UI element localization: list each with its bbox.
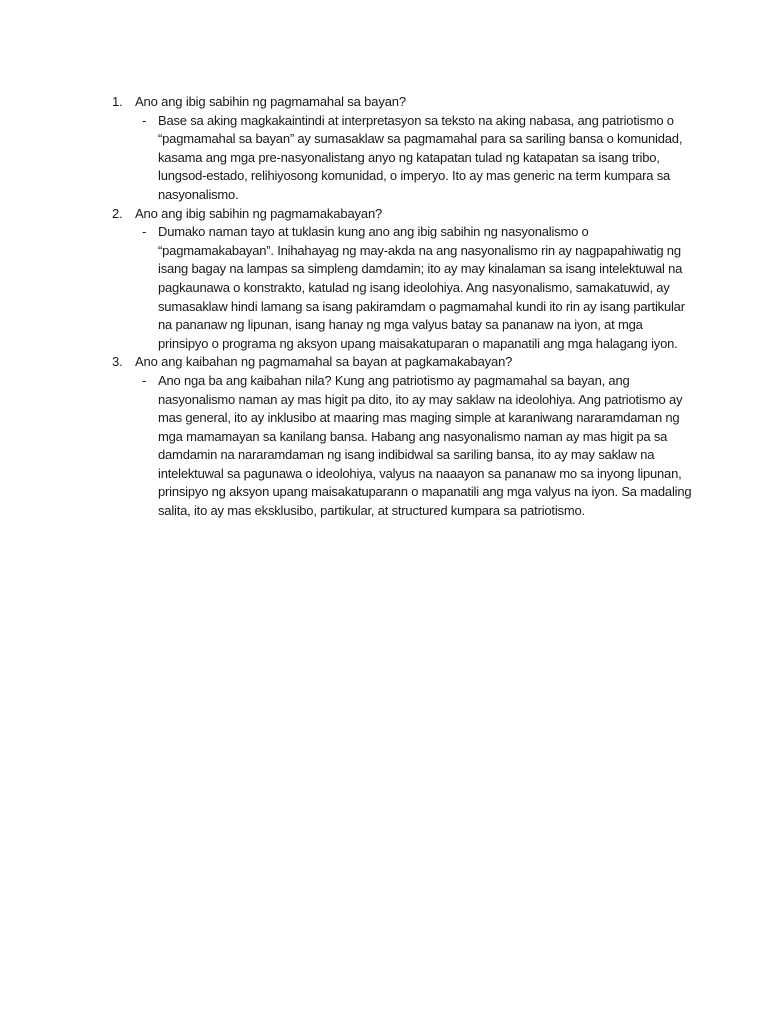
question-text: Ano ang kaibahan ng pagmamahal sa bayan at pagkamakabayan?	[135, 354, 513, 370]
question-list	[112, 93, 692, 521]
answer-text: Dumako naman tayo at tuklasin kung ano ang ibig sabihin ng nasyonalismo o “pagmamakabayan”. Inihahayag ng may-akda na ang nasyonalismo rin ay nagpapahiwatig ng isang bagay na lampas sa simpleng damdamin; ito ay may kinalaman sa isang intelektuwal na pagkaunawa o konstrakto, katulad ng isang ideolohiya. Ang nasyonalismo, samakatuwid, ay sumasaklaw hindi lamang sa isang pakiramdam o pagmamahal kundi ito rin ay isang partikular na pananaw ng lipunan, isang hanay ng mga valyus batay sa pananaw na iyon, at mga prinsipyo o programa ng aksyon upang maisakatuparan o mapanatili ang mga halagang iyon.	[158, 224, 685, 351]
question-number: 1.	[112, 94, 123, 109]
answer-item	[112, 372, 692, 521]
answer-text: Base sa aking magkakaintindi at interpretasyon sa teksto na aking nabasa, ang patriotismo o “pagmamahal sa bayan” ay sumasaklaw sa pagmamahal para sa sariling bansa o komunidad, kasama ang mga pre-nasyonalistang anyo ng katapatan tulad ng katapatan sa isang tribo, lungsod-estado, relihiyosong komunidad, o imperyo. Ito ay mas generic na term kumpara sa nasyonalismo.	[158, 112, 683, 202]
question-item-1	[112, 93, 692, 205]
question-number: 3.	[112, 354, 123, 370]
answer-item	[112, 223, 692, 353]
question-number: 2.	[112, 205, 123, 221]
question-item-3	[112, 353, 692, 520]
answer-item	[112, 112, 692, 205]
dash-bullet: -	[142, 372, 147, 388]
question-item-2	[112, 205, 692, 354]
dash-bullet: -	[142, 112, 147, 128]
question-text: Ano ang ibig sabihin ng pagmamahal sa bayan?	[135, 94, 406, 109]
question-text: Ano ang ibig sabihin ng pagmamakabayan?	[135, 205, 383, 221]
answer-text: Ano nga ba ang kaibahan nila? Kung ang patriotismo ay pagmamahal sa bayan, ang nasyonalismo naman ay mas higit pa dito, ito ay may saklaw na ideolohiya. Ang patriotismo ay mas general, ito ay inklusibo at maaring mas maging simple at karaniwang nararamdaman ng mga mamamayan sa kanilang bansa. Habang ang nasyonalismo naman ay mas higit pa sa damdamin na nararamdaman ng isang indibidwal sa sariling bansa, ito ay may saklaw na intelektuwal sa pagunawa o ideolohiya, valyus na naaayon sa pananaw mo sa inyong lipunan, prinsipyo ng aksyon upang maisakatuparann o mapanatili ang mga valyus na iyon. Sa madaling salita, ito ay mas eksklusibo, partikular, at structured kumpara sa patriotismo.	[158, 372, 692, 519]
dash-bullet: -	[142, 224, 147, 240]
